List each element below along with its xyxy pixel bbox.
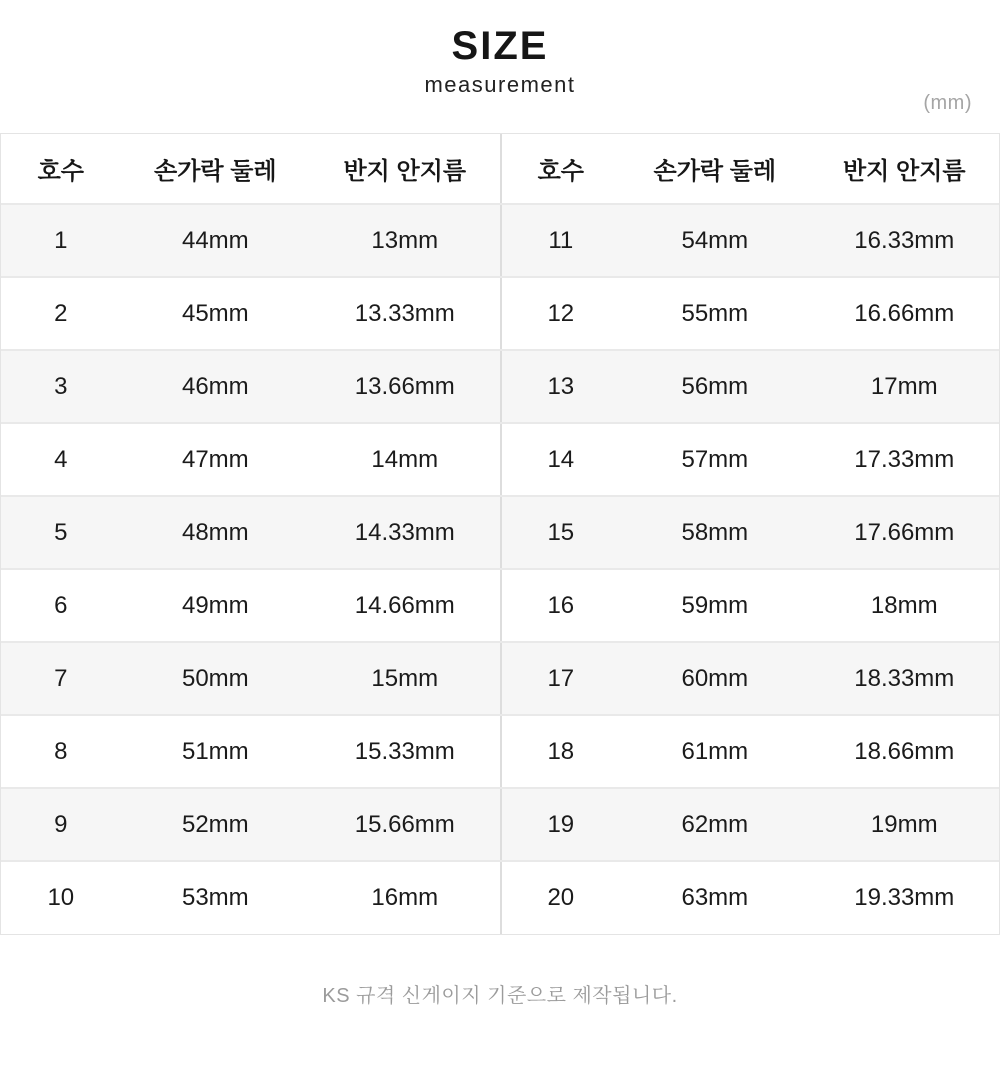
table-row — [501, 788, 1000, 861]
table-cell: 44mm — [121, 204, 310, 277]
table-cell: 17 — [501, 642, 621, 715]
table-row — [1, 496, 500, 569]
table-cell: 51mm — [121, 715, 310, 788]
table-header-row — [1, 134, 500, 204]
table-row — [1, 204, 500, 277]
unit-note: (mm) — [923, 92, 972, 114]
table-cell: 3 — [1, 350, 121, 423]
table-cell: 15 — [501, 496, 621, 569]
table-row — [1, 350, 500, 423]
size-table — [0, 133, 1000, 935]
table-row — [1, 569, 500, 642]
column-header-diameter: 반지 안지름 — [310, 134, 499, 204]
column-header-size-no: 호수 — [1, 134, 121, 204]
table-header — [1, 134, 500, 204]
table-cell: 50mm — [121, 642, 310, 715]
table-cell: 56mm — [620, 350, 809, 423]
table-row — [1, 642, 500, 715]
column-header-circumference: 손가락 둘레 — [620, 134, 809, 204]
table-cell: 16.33mm — [810, 204, 999, 277]
table-cell: 4 — [1, 423, 121, 496]
column-header-circumference: 손가락 둘레 — [121, 134, 310, 204]
size-table-left — [1, 134, 500, 934]
table-cell: 46mm — [121, 350, 310, 423]
table-cell: 19.33mm — [810, 861, 999, 934]
table-cell: 6 — [1, 569, 121, 642]
table-row — [501, 350, 1000, 423]
table-cell: 15mm — [310, 642, 499, 715]
table-cell: 16 — [501, 569, 621, 642]
table-row — [501, 423, 1000, 496]
table-cell: 63mm — [620, 861, 809, 934]
table-cell: 15.66mm — [310, 788, 499, 861]
table-row — [1, 788, 500, 861]
table-cell: 18mm — [810, 569, 999, 642]
table-row — [1, 277, 500, 350]
table-cell: 55mm — [620, 277, 809, 350]
table-cell: 53mm — [121, 861, 310, 934]
footer-note: KS 규격 신게이지 기준으로 제작됩니다. — [322, 985, 678, 1007]
table-cell: 13.66mm — [310, 350, 499, 423]
table-cell: 54mm — [620, 204, 809, 277]
table-header — [501, 134, 1000, 204]
table-cell: 7 — [1, 642, 121, 715]
table-cell: 18.66mm — [810, 715, 999, 788]
table-cell: 52mm — [121, 788, 310, 861]
table-cell: 19mm — [810, 788, 999, 861]
table-row — [501, 861, 1000, 934]
size-table-right — [500, 134, 1000, 934]
table-cell: 57mm — [620, 423, 809, 496]
table-cell: 13 — [501, 350, 621, 423]
page-subtitle: measurement — [424, 72, 576, 97]
table-cell: 48mm — [121, 496, 310, 569]
table-cell: 61mm — [620, 715, 809, 788]
table-cell: 16mm — [310, 861, 499, 934]
table-cell: 5 — [1, 496, 121, 569]
table-row — [1, 423, 500, 496]
table-row — [501, 569, 1000, 642]
table-cell: 17.33mm — [810, 423, 999, 496]
table-row — [501, 277, 1000, 350]
table-cell: 20 — [501, 861, 621, 934]
table-cell: 1 — [1, 204, 121, 277]
table-cell: 19 — [501, 788, 621, 861]
column-header-diameter: 반지 안지름 — [810, 134, 999, 204]
table-cell: 9 — [1, 788, 121, 861]
table-cell: 45mm — [121, 277, 310, 350]
page-header — [0, 0, 1000, 98]
table-cell: 11 — [501, 204, 621, 277]
table-body-right — [501, 204, 1000, 934]
table-cell: 60mm — [620, 642, 809, 715]
table-cell: 17.66mm — [810, 496, 999, 569]
table-cell: 16.66mm — [810, 277, 999, 350]
table-row — [501, 204, 1000, 277]
table-header-row — [501, 134, 1000, 204]
table-row — [1, 861, 500, 934]
table-body-left — [1, 204, 500, 934]
table-cell: 13.33mm — [310, 277, 499, 350]
table-cell: 14 — [501, 423, 621, 496]
table-cell: 14.33mm — [310, 496, 499, 569]
table-row — [501, 715, 1000, 788]
table-cell: 12 — [501, 277, 621, 350]
table-cell: 59mm — [620, 569, 809, 642]
table-row — [1, 715, 500, 788]
table-cell: 8 — [1, 715, 121, 788]
table-cell: 14.66mm — [310, 569, 499, 642]
table-cell: 62mm — [620, 788, 809, 861]
page-title: SIZE — [451, 24, 549, 68]
column-header-size-no: 호수 — [501, 134, 621, 204]
table-cell: 14mm — [310, 423, 499, 496]
table-cell: 58mm — [620, 496, 809, 569]
table-row — [501, 642, 1000, 715]
table-cell: 47mm — [121, 423, 310, 496]
table-cell: 17mm — [810, 350, 999, 423]
table-cell: 15.33mm — [310, 715, 499, 788]
table-cell: 18 — [501, 715, 621, 788]
table-cell: 18.33mm — [810, 642, 999, 715]
table-row — [501, 496, 1000, 569]
table-cell: 13mm — [310, 204, 499, 277]
table-cell: 10 — [1, 861, 121, 934]
table-cell: 2 — [1, 277, 121, 350]
table-cell: 49mm — [121, 569, 310, 642]
